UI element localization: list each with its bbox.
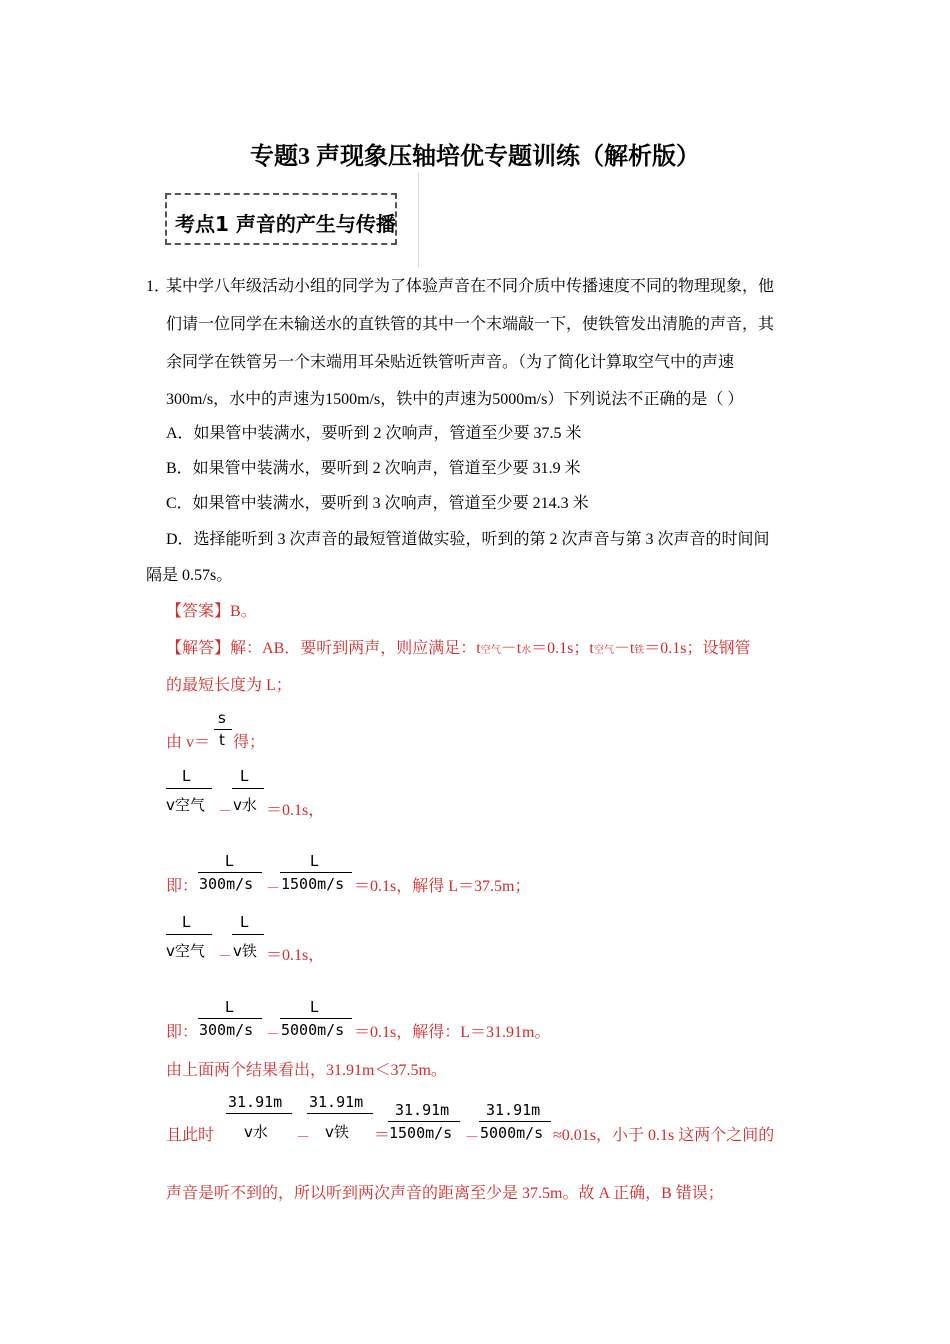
frac-bar [166, 934, 212, 935]
numerator-3191: 31.91m [486, 1101, 541, 1119]
frac-bar [232, 788, 264, 789]
sub-air-1: 空气 [480, 645, 501, 656]
ji-label: 即： [166, 1024, 199, 1041]
sub-iron: 铁 [634, 645, 645, 656]
page-title: 专题3 声现象压轴培优专题训练（解析版） [250, 144, 700, 170]
frac-numerator-s: s [218, 709, 226, 727]
minus-sign: － [266, 882, 280, 897]
formula-prefix: 由 v＝ [166, 734, 211, 751]
numerator-3191: 31.91m [395, 1101, 450, 1119]
denominator-5000: 5000m/s [480, 1124, 544, 1142]
L-numerator: L [310, 998, 319, 1016]
v-iron-denominator: v铁 [325, 1123, 349, 1141]
v-air-denominator: v空气 [166, 942, 205, 960]
minus-sign: － [218, 805, 232, 820]
frac-bar [280, 872, 352, 873]
minus-sign: － [465, 1131, 479, 1146]
answer-value: B。 [230, 603, 257, 620]
option-d: D．选择能听到 3 次声音的最短管道做实验，听到的第 2 次声音与第 3 次声音的时间间 [166, 531, 770, 548]
question-line-3: 余同学在铁管另一个末端用耳朵贴近铁管听声音。（为了简化计算取空气中的声速 [166, 354, 735, 371]
denominator-300: 300m/s [199, 1021, 254, 1039]
frac-bar [226, 1113, 292, 1114]
numerator-3191: 31.91m [309, 1093, 364, 1111]
v-air-denominator: v空气 [166, 796, 205, 814]
numerator-3191: 31.91m [228, 1093, 283, 1111]
dash-2: －t [613, 640, 635, 657]
L-numerator: L [182, 767, 191, 785]
answer-tag: 【答案】 [166, 603, 231, 620]
frac-denominator-t: t [219, 731, 225, 749]
approx-text: ≈0.01s，小于 0.1s 这两个之间的 [553, 1127, 775, 1144]
frac-bar [214, 729, 232, 730]
answer-line [166, 602, 257, 622]
denominator-300: 300m/s [199, 875, 254, 893]
question-line-4: 300m/s，水中的声速为1500m/s，铁中的声速为5000m/s）下列说法不正确的是（ ） [166, 391, 744, 408]
dash-1: －t [500, 640, 522, 657]
equals-sign: ＝ [374, 1127, 391, 1144]
question-line-2: 们请一位同学在未输送水的直铁管的其中一个末端敲一下，使铁管发出清脆的声音，其 [166, 316, 775, 333]
frac-bar [388, 1121, 460, 1122]
frac-bar [198, 872, 262, 873]
conclusion-line: 声音是听不到的，所以听到两次声音的距离至少是 37.5m。故 A 正确，B 错误； [166, 1185, 724, 1202]
sub-water: 水 [521, 645, 532, 656]
option-d-continued: 隔是 0.57s。 [146, 567, 233, 584]
L-numerator: L [182, 913, 191, 931]
L-numerator: L [240, 767, 249, 785]
question-number: 1． [146, 278, 171, 295]
option-b: B．如果管中装满水，要听到 2 次响声，管道至少要 31.9 米 [166, 460, 581, 477]
eq-2: ＝0.1s；设钢管 [644, 640, 751, 657]
eq-result: ＝0.1s， [266, 947, 325, 964]
minus-sign: － [296, 1131, 310, 1146]
frac-bar [232, 934, 264, 935]
minus-sign: － [218, 950, 232, 965]
compare-line: 由上面两个结果看出，31.91m＜37.5m。 [166, 1062, 447, 1079]
question-line-1: 某中学八年级活动小组的同学为了体验声音在不同介质中传播速度不同的物理现象，他 [166, 278, 775, 295]
L-numerator: L [310, 852, 319, 870]
divider-line [418, 172, 419, 268]
analysis-text-a: 解：AB．要听到两声，则应满足：t [230, 640, 481, 657]
v-water-denominator: v水 [244, 1123, 268, 1141]
frac-bar [166, 788, 212, 789]
v-water-denominator: v水 [233, 796, 257, 814]
denominator-5000: 5000m/s [281, 1021, 345, 1039]
eq-result: ＝0.1s， [266, 802, 325, 819]
analysis-line-2: 的最短长度为 L； [166, 677, 292, 694]
result-1: ＝0.1s，解得 L＝37.5m； [354, 878, 531, 895]
v-iron-denominator: v铁 [233, 942, 257, 960]
frac-bar [307, 1113, 373, 1114]
analysis-tag: 【解答】 [166, 640, 231, 657]
L-numerator: L [240, 913, 249, 931]
frac-bar [280, 1018, 352, 1019]
formula-suffix: 得； [233, 734, 266, 751]
section-heading: 考点1 声音的产生与传播 [175, 212, 396, 236]
result-2: ＝0.1s，解得：L＝31.91m。 [354, 1024, 551, 1041]
L-numerator: L [225, 998, 234, 1016]
frac-bar [198, 1018, 262, 1019]
qie-label: 且此时 [166, 1127, 215, 1144]
option-c: C．如果管中装满水，要听到 3 次响声，管道至少要 214.3 米 [166, 495, 589, 512]
option-a: A．如果管中装满水，要听到 2 次响声，管道至少要 37.5 米 [166, 425, 582, 442]
minus-sign: － [266, 1028, 280, 1043]
L-numerator: L [225, 852, 234, 870]
eq-1: ＝0.1s；t [531, 640, 594, 657]
denominator-1500: 1500m/s [389, 1124, 453, 1142]
denominator-1500: 1500m/s [281, 875, 345, 893]
analysis-line-1 [166, 639, 751, 661]
ji-label: 即： [166, 878, 199, 895]
sub-air-2: 空气 [593, 645, 614, 656]
frac-bar [479, 1121, 551, 1122]
